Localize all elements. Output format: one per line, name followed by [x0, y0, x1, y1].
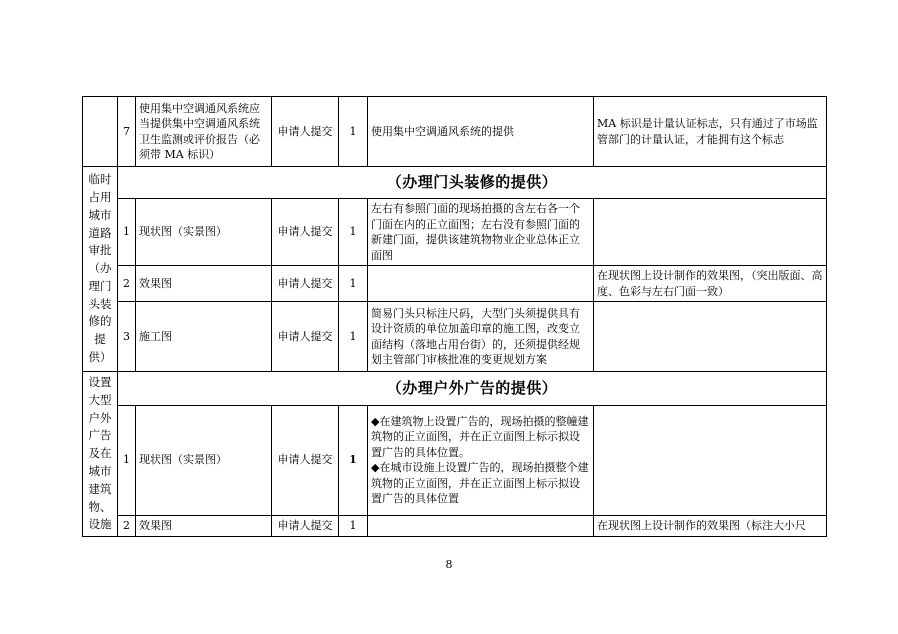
- page-number: 8: [445, 558, 453, 571]
- section-title: （办理门头装修的提供）: [118, 167, 827, 199]
- note: [594, 302, 827, 372]
- table-row: [83, 405, 827, 515]
- note: [594, 405, 827, 515]
- section-header-row: [83, 372, 827, 406]
- material-name: 现状图（实景图）: [136, 199, 272, 266]
- submitter: 申请人提交: [272, 405, 339, 515]
- submitter: 申请人提交: [272, 199, 339, 266]
- table-row: [83, 266, 827, 302]
- requirement-bullet: ◆在城市设施上设置广告的，现场拍摄整个建筑物的正立面图，并在正立面图上标示拟设置广告的具体位置: [371, 461, 589, 506]
- section-header-row: [83, 167, 827, 199]
- copy-count: 1: [339, 302, 368, 372]
- note: MA 标识是计量认证标志，只有通过了市场监管部门的计量认证，才能拥有这个标志: [594, 97, 827, 167]
- note: 在现状图上设计制作的效果图（标注大小尺: [594, 515, 827, 537]
- copy-count: 1: [339, 515, 368, 537]
- note: [594, 199, 827, 266]
- requirement: 简易门头只标注尺码，大型门头须提供具有设计资质的单位加盖印章的施工图，改变立面结构（落地占用台街）的，还须提供经规划主管部门审核批准的变更规划方案: [368, 302, 594, 372]
- item-number: 2: [118, 515, 136, 537]
- note: 在现状图上设计制作的效果图，（突出版面、高度、色彩与左右门面一致）: [594, 266, 827, 302]
- table-row: [83, 515, 827, 537]
- material-name: 现状图（实景图）: [136, 405, 272, 515]
- copy-count: 1: [339, 405, 368, 515]
- item-number: 1: [118, 199, 136, 266]
- submitter: 申请人提交: [272, 302, 339, 372]
- table-row: [83, 97, 827, 167]
- material-name: 效果图: [136, 266, 272, 302]
- requirement: 左右有参照门面的现场拍摄的含左右各一个门面在内的正立面图；左右没有参照门面的新建门面，提供该建筑物物业企业总体正立面图: [368, 199, 594, 266]
- item-number: 2: [118, 266, 136, 302]
- requirement: [368, 405, 594, 515]
- copy-count: 1: [339, 97, 368, 167]
- submitter: 申请人提交: [272, 97, 339, 167]
- item-number: 3: [118, 302, 136, 372]
- table-row: [83, 199, 827, 266]
- item-number: 1: [118, 405, 136, 515]
- copy-count: 1: [339, 266, 368, 302]
- category-label: 设置大型户外广告及在城市建筑物、设施: [83, 372, 118, 537]
- material-name: 使用集中空调通风系统应当提供集中空调通风系统卫生监测或评价报告（必须带 MA 标识）: [136, 97, 272, 167]
- requirement: [368, 515, 594, 537]
- category-cell-empty: [83, 97, 118, 167]
- submitter: 申请人提交: [272, 266, 339, 302]
- materials-table: [82, 96, 827, 537]
- material-name: 效果图: [136, 515, 272, 537]
- item-number: 7: [118, 97, 136, 167]
- copy-count: 1: [339, 199, 368, 266]
- table-row: [83, 302, 827, 372]
- submitter: 申请人提交: [272, 515, 339, 537]
- requirement-bullet: ◆在建筑物上设置广告的，现场拍摄的整幢建筑物的正立面图，并在正立面图上标示拟设置广告的具体位置。: [371, 414, 589, 459]
- section-title: （办理户外广告的提供）: [118, 372, 827, 406]
- requirement: [368, 266, 594, 302]
- category-label: 临时占用城市道路审批（办理门头装修的提供）: [83, 167, 118, 372]
- material-name: 施工图: [136, 302, 272, 372]
- requirement: 使用集中空调通风系统的提供: [368, 97, 594, 167]
